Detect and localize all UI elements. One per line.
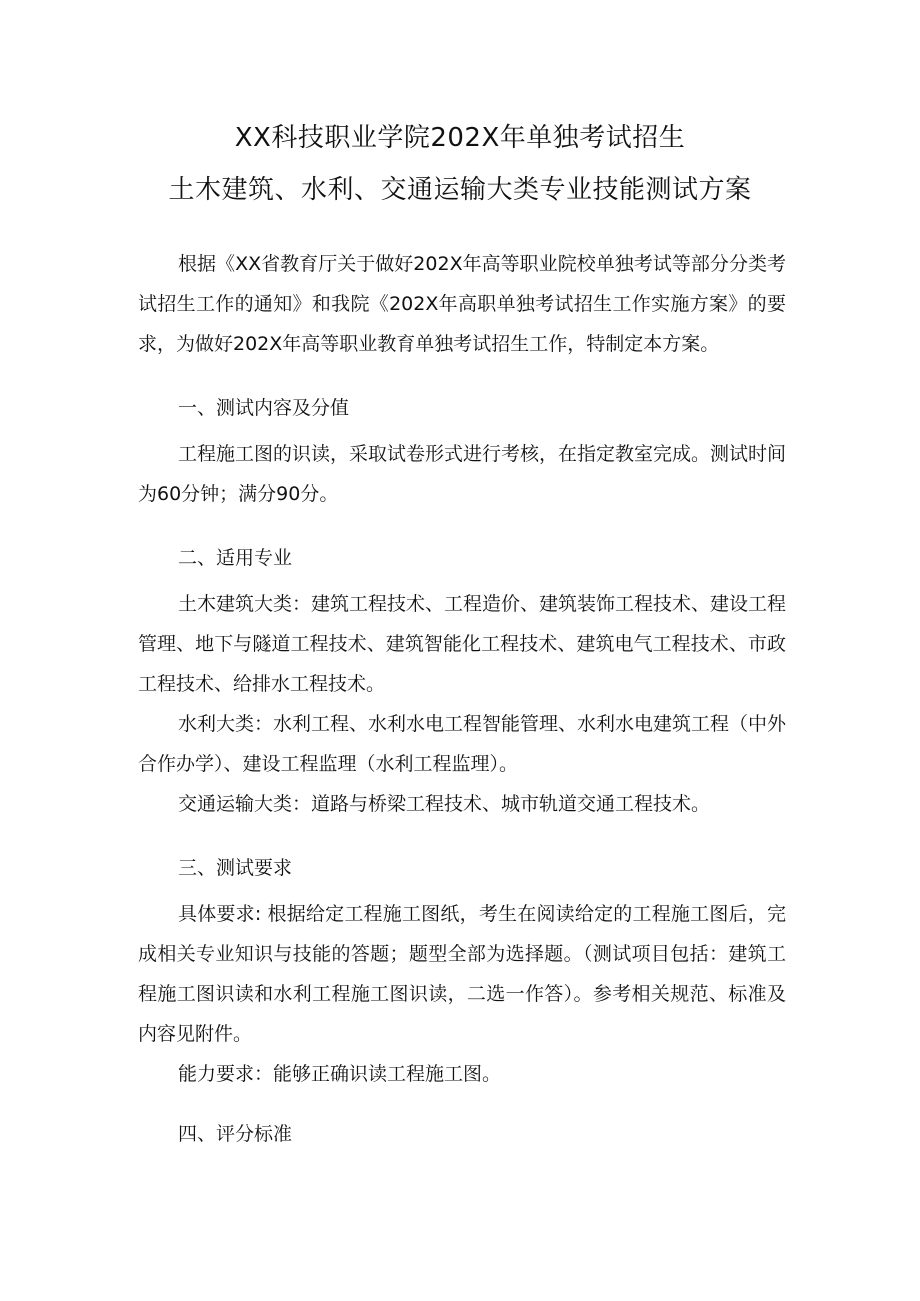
document-body bbox=[138, 244, 786, 1154]
intro-paragraph: 根据《XX省教育厅关于做好202X年高等职业院校单独考试等部分分类考试招生工作的通知》和我院《202X年高职单独考试招生工作实施方案》的要求，为做好202X年高等职业教育单独考试招生工作，特制定本方案。 bbox=[138, 253, 786, 355]
title-line-1: XX科技职业学院202X年单独考试招生 bbox=[234, 123, 686, 153]
civil-majors-paragraph: 土木建筑大类：建筑工程技术、工程造价、建筑装饰工程技术、建设工程管理、地下与隧道工程技术、建筑智能化工程技术、建筑电气工程技术、市政工程技术、给排水工程技术。 bbox=[138, 593, 787, 695]
section-1-text: 工程施工图的识读，采取试卷形式进行考核，在指定教室完成。测试时间为60分钟；满分90分。 bbox=[138, 443, 787, 505]
water-majors-paragraph: 水利大类：水利工程、水利水电工程智能管理、水利水电建筑工程（中外合作办学）、建设工程监理（水利工程监理）。 bbox=[138, 713, 787, 775]
section-2-heading: 二、适用专业 bbox=[178, 547, 293, 569]
section-1-heading: 一、测试内容及分值 bbox=[178, 397, 350, 419]
section-3-heading: 三、测试要求 bbox=[178, 857, 293, 879]
section-4-heading: 四、评分标准 bbox=[178, 1123, 293, 1145]
ability-requirements-paragraph: 能力要求：能够正确识读工程施工图。 bbox=[178, 1063, 502, 1085]
title-line-2: 土木建筑、水利、交通运输大类专业技能测试方案 bbox=[168, 175, 752, 205]
document-title bbox=[0, 112, 920, 216]
transport-majors-paragraph: 交通运输大类：道路与桥梁工程技术、城市轨道交通工程技术。 bbox=[178, 793, 711, 815]
specific-requirements-paragraph: 具体要求: 根据给定工程施工图纸，考生在阅读给定的工程施工图后，完成相关专业知识与技能的答题；题型全部为选择题。（测试项目包括：建筑工程施工图识读和水利工程施工图识读，二选一作答）。参考相关规范、标准及内容见附件。 bbox=[138, 903, 786, 1045]
